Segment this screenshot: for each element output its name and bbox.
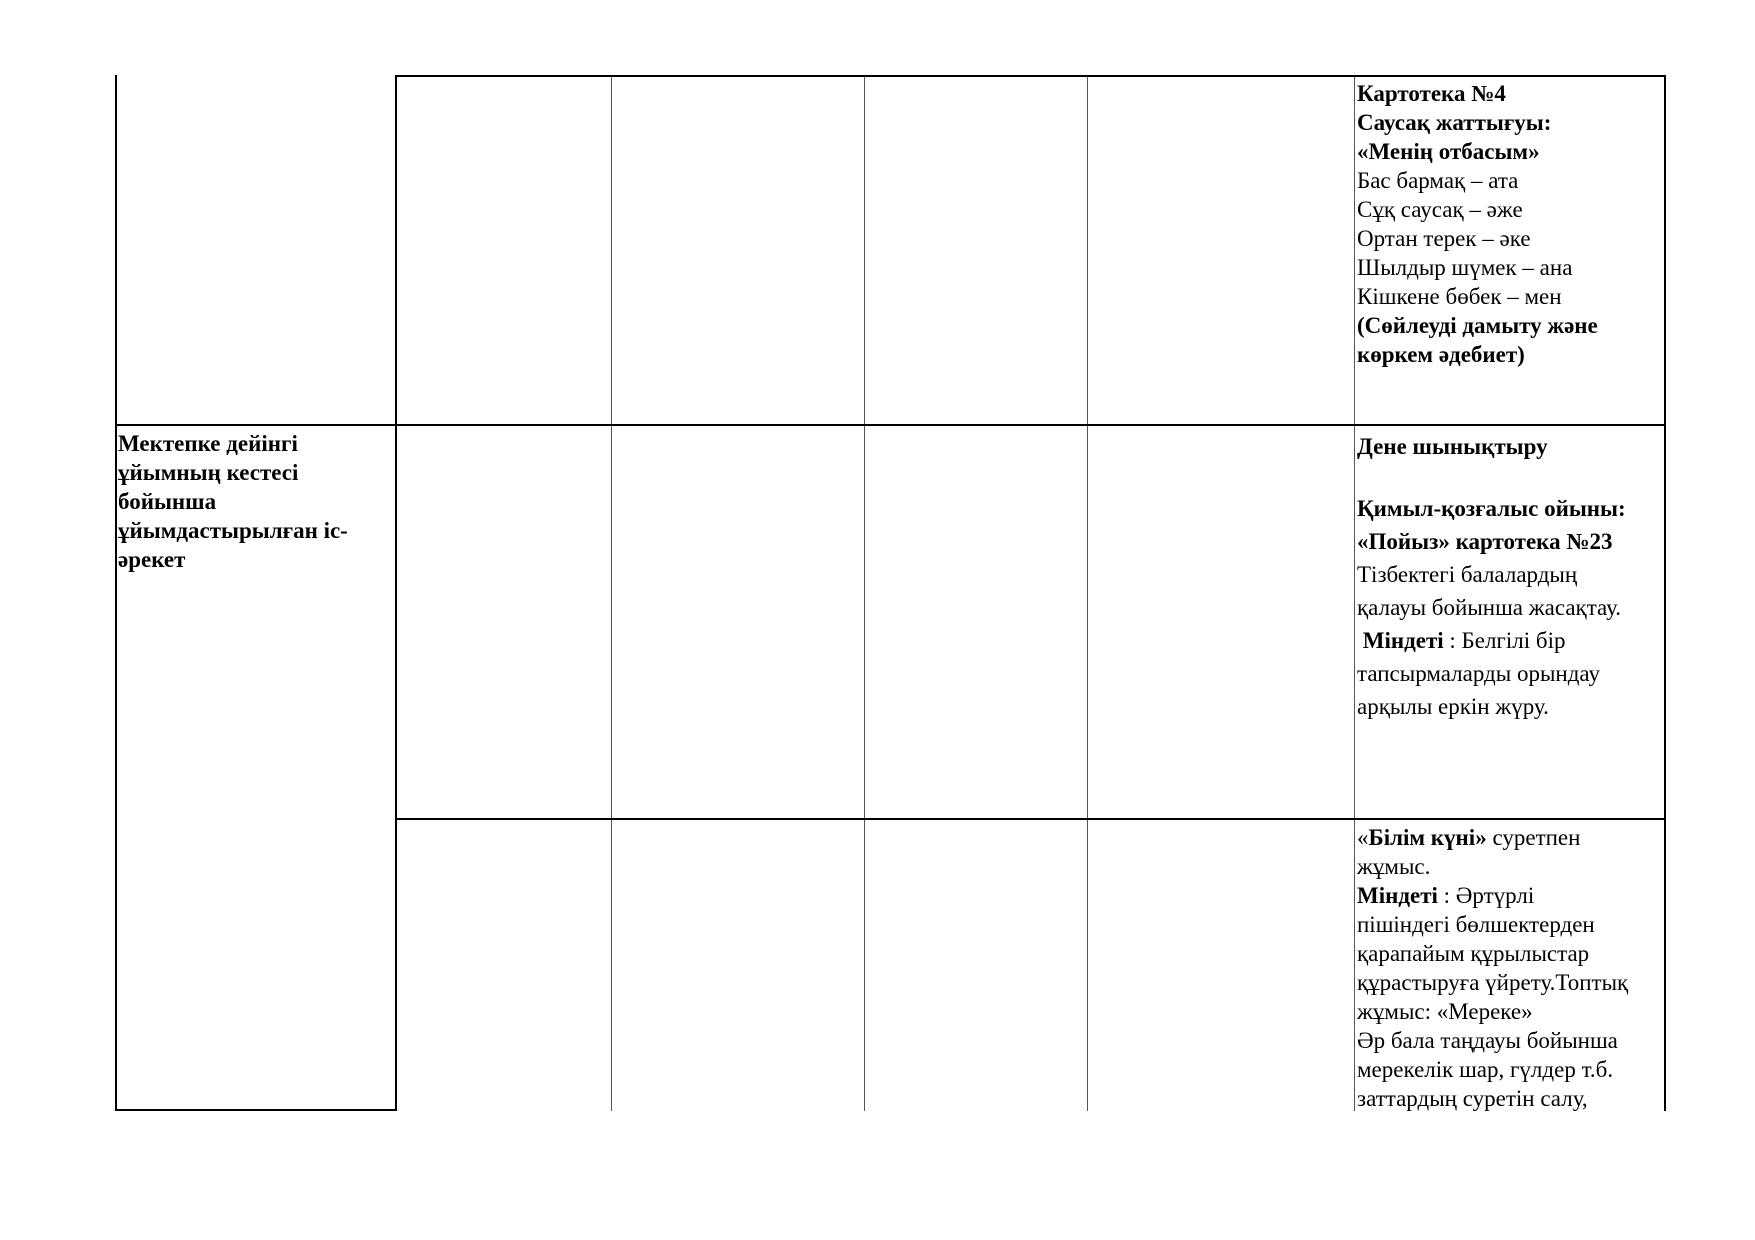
task-line <box>1357 881 1628 910</box>
table-row-divider-2 <box>395 818 1666 820</box>
finger-exercise-cell <box>1357 79 1598 369</box>
table-border-col5 <box>1354 75 1355 1111</box>
section-title-line: ұйымдастырылған іс- <box>118 518 348 543</box>
spacer <box>1357 463 1626 492</box>
table-border-top <box>395 75 1666 77</box>
rhyme-line: Кішкене бөбек – мен <box>1357 284 1562 309</box>
description-line: Тізбектегі балалардың <box>1357 562 1578 587</box>
table-border-col4 <box>1087 75 1088 1111</box>
table-border-col3 <box>864 75 865 1111</box>
task-line: арқылы еркін жүру. <box>1357 694 1549 719</box>
table-border-col1 <box>395 75 397 1111</box>
activity-title-rest: суретпен <box>1486 825 1581 850</box>
card-subheading: Саусақ жаттығуы: <box>1357 110 1552 135</box>
card-heading: Картотека №4 <box>1357 81 1506 106</box>
section-title-line: Мектепке дейінгі <box>118 431 298 456</box>
task-line <box>1357 624 1626 657</box>
table-row-divider-1 <box>115 424 1666 426</box>
subject-heading: Дене шынықтыру <box>1357 434 1548 459</box>
table-border-bottom-left <box>115 1109 397 1111</box>
task-label: Міндеті <box>1357 883 1438 908</box>
game-title: «Пойыз» картотека №23 <box>1357 529 1613 554</box>
rhyme-line: Ортан терек – әке <box>1357 226 1531 251</box>
table-border-col2 <box>611 75 612 1111</box>
description-line: қалауы бойынша жасақтау. <box>1357 595 1622 620</box>
section-title-line: бойынша <box>118 489 217 514</box>
rhyme-line: Бас бармақ – ата <box>1357 168 1519 193</box>
task-text: : Әртүрлі <box>1437 883 1535 908</box>
activity-title <box>1357 823 1628 852</box>
drawing-activity-cell <box>1357 823 1628 1113</box>
physical-education-cell <box>1357 430 1626 723</box>
activity-line: жұмыс: «Мереке» <box>1357 999 1533 1024</box>
section-title <box>118 429 348 574</box>
subject-note: (Сөйлеуді дамыту және <box>1357 313 1598 338</box>
activity-line: құрастыруға үйрету.Топтық <box>1357 970 1629 995</box>
card-subheading: «Менің отбасым» <box>1357 139 1540 164</box>
rhyme-line: Шылдыр шүмек – ана <box>1357 255 1573 280</box>
open-quote: « <box>1357 825 1369 850</box>
activity-line: заттардың суретін салу, <box>1357 1086 1588 1111</box>
game-title: Қимыл-қозғалыс ойыны: <box>1357 496 1626 521</box>
task-line: тапсырмаларды орындау <box>1357 661 1600 686</box>
subject-note: көркем әдебиет) <box>1357 342 1525 367</box>
section-title-line: әрекет <box>118 547 186 572</box>
table-border-left <box>115 75 117 1111</box>
activity-line: Әр бала таңдауы бойынша <box>1357 1028 1618 1053</box>
task-label: Міндеті <box>1362 628 1444 653</box>
activity-line: мерекелік шар, гүлдер т.б. <box>1357 1057 1614 1082</box>
table-border-right <box>1664 75 1666 1111</box>
section-title-line: ұйымның кестесі <box>118 460 299 485</box>
rhyme-line: Сұқ саусақ – әже <box>1357 197 1523 222</box>
task-text: : Белгілі бір <box>1443 628 1566 653</box>
activity-line: қарапайым құрылыстар <box>1357 941 1590 966</box>
activity-line: пішіндегі бөлшектерден <box>1357 912 1595 937</box>
activity-line: жұмыс. <box>1357 854 1431 879</box>
activity-title-bold: Білім күні» <box>1368 825 1487 850</box>
